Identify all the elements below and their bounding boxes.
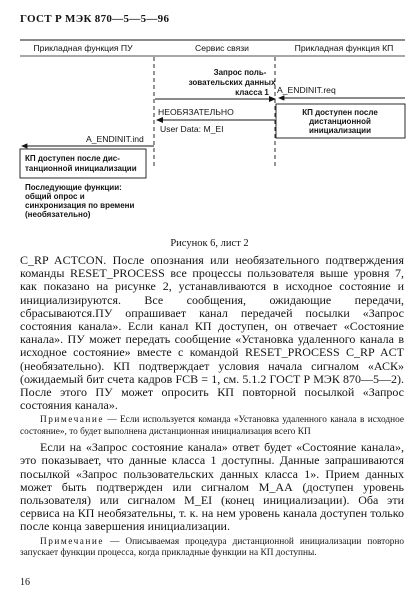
kp-box-right-line2: дистанционной [309, 117, 371, 126]
note-1-text: — Если используется команда «Установка удаленного канала в исходное состояние», то будет выполнена дистанционная инициализация всего КП [20, 415, 404, 437]
note-2-text: — Описываемая процедура дистанционной инициализации повторно запускает функции процесса, когда прикладные функции на КП доступны. [20, 536, 404, 559]
request-label-line2: зовательских данных [188, 78, 276, 87]
paragraph-2: Если на «Запрос состояние канала» ответ будет «Состояние канала», это показывает, что данные класса 1 доступны. Данные запрашиваются посылкой «Запрос пользовательских данных класса 1». Прием данных может быть подтвержден или сигналом М_АА (доступен уровень пользователя) или сигналом M_EI (конец инициализации). Оба эти сервиса на КП необязательны, т. к. на нем уровень канала доступен только после конца завершения инициализации. [20, 440, 404, 534]
figure-caption: Рисунок 6, лист 2 [170, 238, 249, 249]
request-label-line3: класса 1 [235, 88, 269, 97]
paragraph-1: C_RP ACTCON. После опознания или необязательного подтверждения команды RESET_PROCESS все процессы пользователя выше уровня 7, как показано на рисунке 2, устанавливаются в исходное состояние и инициализируются. Все сообщения, ожидающие передачи, сбрасываются.ПУ опрашивает канал передачей посылки «Запрос состояния канала». Если канал КП доступен, он отвечает «Состояние канала». ПУ может передать сообщение «Установка удаленного канала в исходное состояние» вместе с командой RESET_PROCESS C_RP ACT (необязательно). КП подтверждает условия начала сигналом «АСК» (ожидаемый бит счета кадров FCB = 1, см. 5.1.2 ГОСТ Р МЭК 870—5—2). После этого ПУ может опросить КП повторной посылкой «Запрос состояния канала». [20, 253, 404, 413]
note-2 [20, 537, 404, 560]
subsequent-line3: синхронизация по времени [25, 201, 135, 210]
page-number: 16 [20, 577, 30, 588]
note-1-label: Примечание [40, 415, 104, 426]
endinit-req-label: A_ENDINIT.req [277, 85, 336, 95]
subsequent-line2: общий опрос и [25, 192, 85, 201]
body-text [20, 254, 404, 559]
column-title-kp: Прикладная функция КП [294, 43, 394, 53]
user-data-label: User Data: M_EI [160, 124, 224, 134]
subsequent-line1: Последующие функции: [25, 183, 122, 192]
kp-box-right-line1: КП доступен после [302, 108, 378, 117]
column-title-pu: Прикладная функция ПУ [33, 43, 133, 53]
note-2-label: Примечание [40, 536, 104, 547]
subsequent-line4: (необязательно) [25, 210, 91, 219]
page-header: ГОСТ Р МЭК 870—5—5—96 [20, 13, 170, 25]
endinit-ind-label: A_ENDINIT.ind [86, 134, 144, 144]
note-1 [20, 415, 404, 438]
kp-box-right-line3: инициализации [308, 126, 372, 135]
optional-label: НЕОБЯЗАТЕЛЬНО [158, 107, 234, 117]
kp-box-left-line2: танционной инициализации [25, 164, 137, 173]
request-label-line1: Запрос поль- [213, 68, 267, 77]
kp-box-left-line1: КП доступен после дис- [25, 154, 120, 163]
sequence-diagram [0, 0, 419, 236]
column-title-service: Сервис связи [195, 43, 249, 53]
